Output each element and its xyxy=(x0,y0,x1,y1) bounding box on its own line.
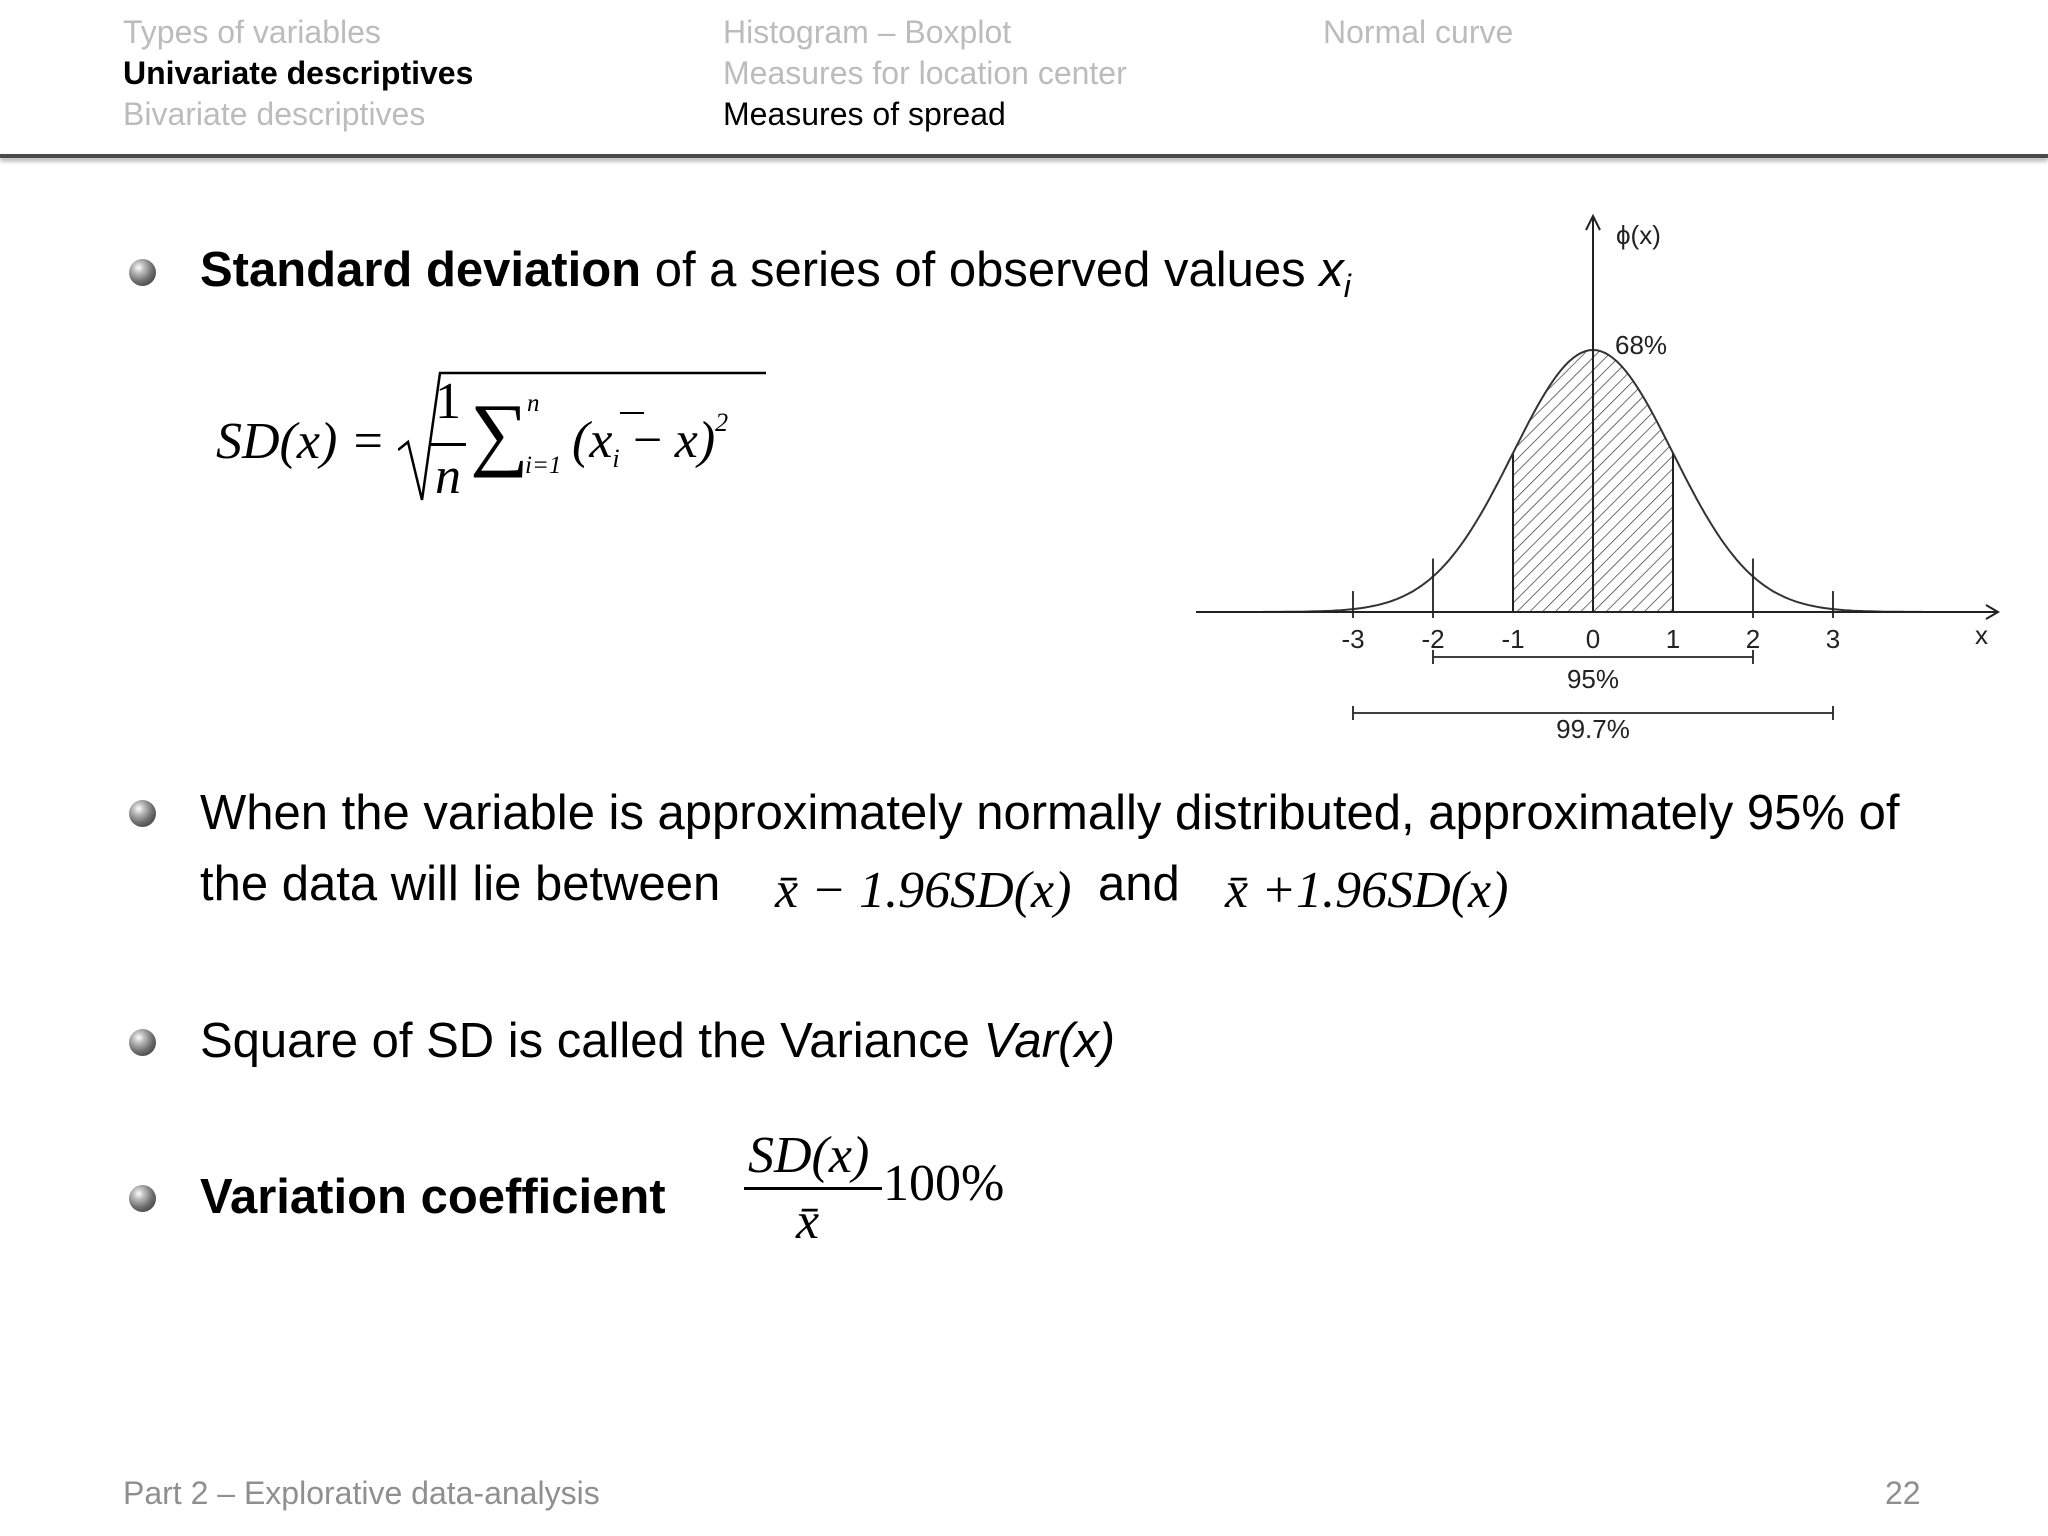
nav-measures-location-center[interactable]: Measures for location center xyxy=(723,55,1127,91)
term-subscript: i xyxy=(612,444,620,473)
cv-heading xyxy=(200,1162,666,1233)
normal-line-2-text: the data will lie between xyxy=(200,857,721,911)
cv-formula xyxy=(740,1120,1020,1250)
tick-label: 2 xyxy=(1745,624,1761,654)
nav-types-of-variables[interactable]: Types of variables xyxy=(123,14,381,50)
formula-n: n xyxy=(435,448,461,505)
y-axis-label: ϕ(x) xyxy=(1616,220,1661,250)
sigma-symbol: ∑ xyxy=(470,387,529,478)
label-68-percent: 68% xyxy=(1615,330,1668,360)
section-navigation xyxy=(0,0,2048,156)
sum-lower-limit: i=1 xyxy=(525,452,562,479)
normal-line-2 xyxy=(200,849,720,920)
cv-fraction-bar xyxy=(744,1187,882,1190)
footer-title: Part 2 – Explorative data-analysis xyxy=(123,1475,600,1511)
term-close: ) xyxy=(697,412,716,469)
sd-variable-subscript: i xyxy=(1343,267,1351,304)
tick-label: 0 xyxy=(1585,624,1601,654)
tick-label: -2 xyxy=(1421,624,1445,654)
term-xbar: x xyxy=(674,412,698,469)
nav-column-1 xyxy=(123,12,473,135)
cv-denominator: x̄ xyxy=(796,1193,820,1250)
term-minus: − xyxy=(629,412,665,469)
nav-histogram-boxplot[interactable]: Histogram – Boxplot xyxy=(723,14,1012,50)
lower-bound-formula xyxy=(775,861,1071,920)
bullet-icon xyxy=(129,1029,156,1056)
label-99-7-percent: 99.7% xyxy=(1556,714,1630,744)
normal-line-1: When the variable is approximately normally distributed, approximately 95% of xyxy=(200,786,1900,840)
bullet-icon xyxy=(129,800,156,827)
sum-upper-limit: n xyxy=(527,390,540,417)
label-95-percent: 95% xyxy=(1566,664,1620,694)
normal-curve-figure xyxy=(1190,200,2010,760)
bullet-icon xyxy=(129,259,156,286)
nav-column-3 xyxy=(1323,12,1513,53)
nav-bivariate-descriptives[interactable]: Bivariate descriptives xyxy=(123,96,426,132)
normal-and: and xyxy=(1098,857,1180,911)
formula-lhs: SD(x) = xyxy=(216,413,386,470)
bullet-icon xyxy=(129,1185,156,1212)
variance-text: Square of SD is called the Variance xyxy=(200,1014,984,1068)
nav-measures-of-spread[interactable]: Measures of spread xyxy=(723,96,1006,132)
x-axis-label: x xyxy=(1975,620,1988,650)
tick-label: -1 xyxy=(1501,624,1525,654)
sd-variable: x xyxy=(1319,243,1344,297)
cv-term: Variation coefficient xyxy=(200,1170,666,1224)
tick-label: 3 xyxy=(1825,624,1841,654)
sd-term: Standard deviation xyxy=(200,243,642,297)
upper-bound-text: x̄ +1.96SD(x) xyxy=(1225,862,1509,919)
variance-line xyxy=(200,1006,1115,1077)
term-square: 2 xyxy=(715,408,729,437)
sd-description: of a series of observed values xyxy=(641,243,1320,297)
nav-column-2 xyxy=(723,12,1127,135)
lower-bound-text: x̄ − 1.96SD(x) xyxy=(775,862,1072,919)
fraction-bar xyxy=(430,443,466,446)
nav-univariate-descriptives[interactable]: Univariate descriptives xyxy=(123,55,474,91)
formula-one: 1 xyxy=(435,373,461,430)
term-x: (x xyxy=(572,412,613,469)
sd-formula xyxy=(210,370,770,510)
nav-normal-curve[interactable]: Normal curve xyxy=(1323,14,1514,50)
upper-bound-formula xyxy=(1225,861,1508,920)
tick-label: -3 xyxy=(1341,624,1365,654)
variance-symbol: Var(x) xyxy=(983,1014,1116,1068)
tick-label: 1 xyxy=(1665,624,1681,654)
sd-heading xyxy=(200,235,1351,322)
page-number: 22 xyxy=(1885,1475,1921,1511)
cv-percent: 100% xyxy=(883,1155,1005,1212)
cv-numerator: SD(x) xyxy=(748,1127,870,1184)
formula-term xyxy=(572,408,728,474)
header-divider xyxy=(0,154,2048,158)
